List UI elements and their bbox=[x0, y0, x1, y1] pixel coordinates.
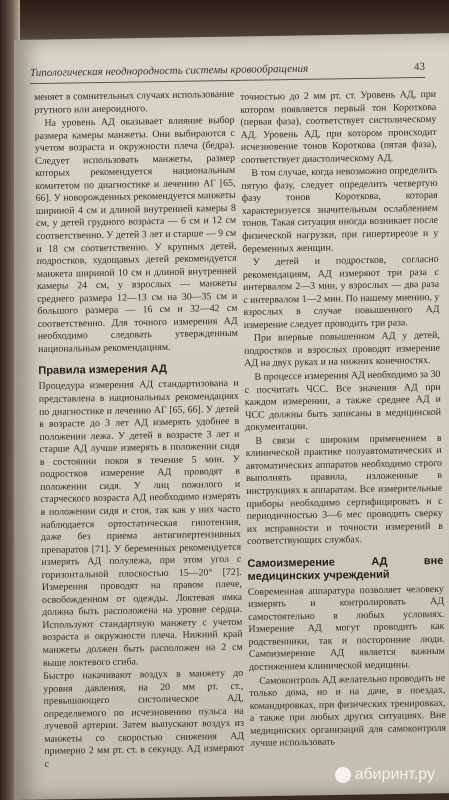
running-title: Типологическая неоднородность системы кровообращения bbox=[29, 62, 309, 80]
paragraph: В процессе измерения АД необходимо за 30 с посчитать ЧСС. Все значения АД при каждом измерении, а также среднее АД и ЧСС должны быть записаны в медицинской документации. bbox=[244, 368, 442, 434]
paragraph: При впервые повышенном АД у детей, подростков и взрослых проводят измерение АД на двух руках и на нижних конечностях. bbox=[243, 330, 441, 370]
paragraph: В том случае, когда невозможно определить пятую фазу, следует определить четвертую фазу тонов Короткова, которая характеризуется значительным ослаблением тонов. Такая ситуация иногда возникает после физической нагрузки, при гипертиреозе и у беременных женщин. bbox=[241, 165, 439, 255]
paragraph: В связи с широким применением в клинической практике полуавтоматических и автоматических аппаратов необходимо строго выполнять правила, изложенные в инструкциях к аппаратам. Все измерительные приборы необходимо сертифицировать и с периодичностью 3—6 мес проводить сверку их исправности и точности измерений в соответствующих службах. bbox=[245, 432, 443, 548]
labirint-logo-icon bbox=[335, 767, 351, 783]
paragraph: точностью до 2 мм рт. ст. Уровень АД, при котором появляется первый тон Короткова (первая фаза), соответствует систолическому АД. Уровень АД, при котором происходит исчезновение тонов Короткова (пятая фаза), соответствует диастолическому АД. bbox=[240, 88, 437, 166]
watermark-text: абиринт.ру bbox=[354, 766, 435, 783]
paragraph: Самоконтроль АД желательно проводить не только дома, но и на даче, в поездах, командировках, при физических тренировках, а также при любых других ситуациях. Вне медицинских организаций для самоконтроля лучше использовать bbox=[249, 672, 447, 750]
watermark bbox=[335, 764, 435, 786]
paragraph: Современная аппаратура позволяет человеку измерять и контролировать АД самостоятельно в любых условиях. Измерение АД могут проводить как родственники, так и посторонние люди. Самоизмерение АД является важным достижением клинической медицины. bbox=[247, 583, 445, 673]
section-heading: Самоизмерение АД вне медицинских учреждений bbox=[247, 554, 444, 583]
paragraph: Процедура измерения АД стандартизована и представлена в национальных рекомендациях по диагностике и лечению АГ [65, 66]. У детей в возрасте до 3 лет АД измерять удобнее в положении лежа. У детей в возрасте 3 лет и старше АД лучше измерять в положении сидя в состоянии покоя в течение 5 мин. У подростков измерение АД проводят в положении сидя. У лиц пожилого и старческого возраста АД необходимо измерять в положении сидя и стоя, так как у них часто наблюдается ортостатическая гипотензия, даже без приема антигипертензивных препаратов [71]. У беременных рекомендуется измерять АД полулежа, при этом угол с горизонтальной плоскостью 15—20° [72]. Измерения проводят на правом плече, освобожденном от одежды. Локтевая ямка должна быть расположена на уровне сердца. Используют стандартную манжету с учетом возраста и окружности плеча. Нижний край манжеты должен быть расположен на 2 см выше локтевого сгиба. bbox=[38, 378, 243, 669]
paragraph: меняет в сомнительных случаях использование ртутного или анероидного. bbox=[34, 88, 235, 116]
page-number: 43 bbox=[413, 60, 426, 74]
paragraph: На уровень АД оказывает влияние выбор размера камеры манжеты. Они выбираются с учетом возраста и окружности плеча (бедра). Следует использовать манжеты, размер которых рекомендуется национальным комитетом по диагностике и лечению АГ [65, 66]. У новорожденных рекомендуется манжеты шириной 4 см и длиной внутренней камеры 8 см, у детей грудного возраста — 6 см и 12 см соответственно. У детей 3 лет и старше — 9 см и 18 см соответственно. У крупных детей, подростков, худощавых детей рекомендуется манжета шириной 10 см и длиной внутренней камеры 24 см, у взрослых — манжеты среднего размера 12—13 см на 30—35 см и большого размера — 16 см и 32—42 см соответственно. Для точного измерения АД необходимо следовать утвержденным национальным рекомендациям. bbox=[34, 114, 238, 355]
left-column bbox=[34, 89, 245, 772]
paragraph: Быстро накачивают воздух в манжету до уровня давления, на 20 мм рт. ст., превышающего систолическое АД, определяемого по исчезновению пульса на лучевой артерии. Затем выпускают воздух из манжеты со скоростью снижения АД примерно 2 мм рт. ст. в секунду. АД измеряют с bbox=[43, 667, 245, 770]
right-column bbox=[240, 89, 446, 752]
paragraph: У детей и подростков, согласно рекомендациям, АД измеряют три раза с интервалом 2—3 мин, у взрослых — два раза с интервалом 1—2 мин. По нашему мнению, у взрослых в случае повышенного АД измерение следует проводить три раза. bbox=[242, 254, 440, 331]
section-heading: Правила измерения АД bbox=[38, 363, 168, 378]
